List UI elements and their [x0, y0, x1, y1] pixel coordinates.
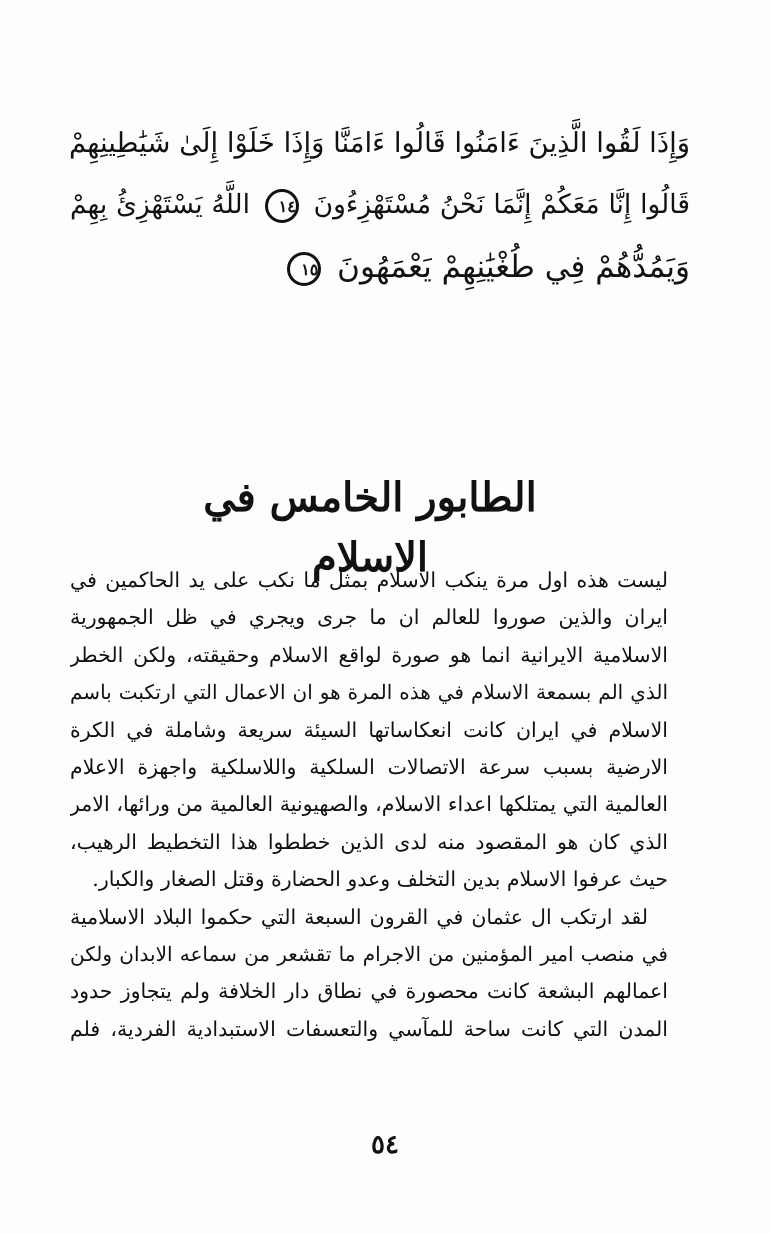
- page-number: ٥٤: [371, 1130, 399, 1160]
- verse-line-3: [70, 236, 690, 298]
- verse-text: وَإِذَا لَقُوا الَّذِينَ ءَامَنُوا قَالُوا ءَامَنَّا وَإِذَا خَلَوْا إِلَىٰ شَيَٰطِينِهِمْ: [68, 127, 690, 159]
- body-line: اعمالهم البشعة كانت محصورة في نطاق دار الخلافة ولم يتجاوز حدود: [70, 979, 668, 1004]
- verse-text-tail: اللَّهُ يَسْتَهْزِئُ بِهِمْ: [70, 189, 250, 220]
- body-line: الاسلامية الايرانية انما هو صورة لواقع الاسلام وحقيقته، ولكن الخطر: [70, 642, 668, 667]
- verse-line-2: [70, 174, 690, 236]
- body-line: الذي كان هو المقصود منه لدى الذين خططوا هذا التخطيط الرهيب،: [70, 829, 668, 854]
- quran-verse-block: [70, 112, 690, 298]
- verse-text: وَيَمُدُّهُمْ فِي طُغْيَٰنِهِمْ يَعْمَهُونَ: [337, 249, 690, 285]
- verse-text: قَالُوا إِنَّا مَعَكُمْ إِنَّمَا نَحْنُ مُسْتَهْزِءُونَ: [313, 189, 690, 220]
- body-line: ايران والذين صوروا للعالم ان ما جرى ويجري في ظل الجمهورية: [70, 605, 668, 630]
- ayah-number-marker: ١٥: [287, 252, 321, 286]
- body-line: لقد ارتكب ال عثمان في القرون السبعة التي حكموا البلاد الاسلامية: [70, 904, 648, 929]
- body-text: [70, 562, 668, 1048]
- section-heading: الطابور الخامس في الاسلام: [203, 474, 537, 581]
- body-line: الذي الم بسمعة الاسلام في هذه المرة هو ان الاعمال التي ارتكبت باسم: [70, 680, 668, 705]
- body-line: حيث عرفوا الاسلام بدين التخلف وعدو الحضارة وقتل الصغار والكبار.: [92, 867, 668, 892]
- body-line: ليست هذه اول مرة ينكب الاسلام بمثل ما نكب على يد الحاكمين في: [70, 568, 668, 592]
- body-line: العالمية التي يمتلكها اعداء الاسلام، والصهيونية العالمية من ورائها، الامر: [70, 792, 668, 817]
- body-line: الارضية بسبب سرعة الاتصالات السلكية واللاسلكية واجهزة الاعلام: [70, 754, 668, 779]
- body-line: المدن التي كانت ساحة للمآسي والتعسفات الاستبدادية الفردية، فلم: [70, 1016, 668, 1041]
- ayah-number-marker: ١٤: [265, 189, 299, 223]
- verse-line-1: [70, 112, 690, 174]
- body-line: في منصب امير المؤمنين من الاجرام ما تقشعر من سماعه الابدان ولكن: [70, 941, 668, 966]
- body-line: الاسلام في ايران كانت انعكاساتها السيئة سريعة وشاملة في الكرة: [70, 717, 668, 742]
